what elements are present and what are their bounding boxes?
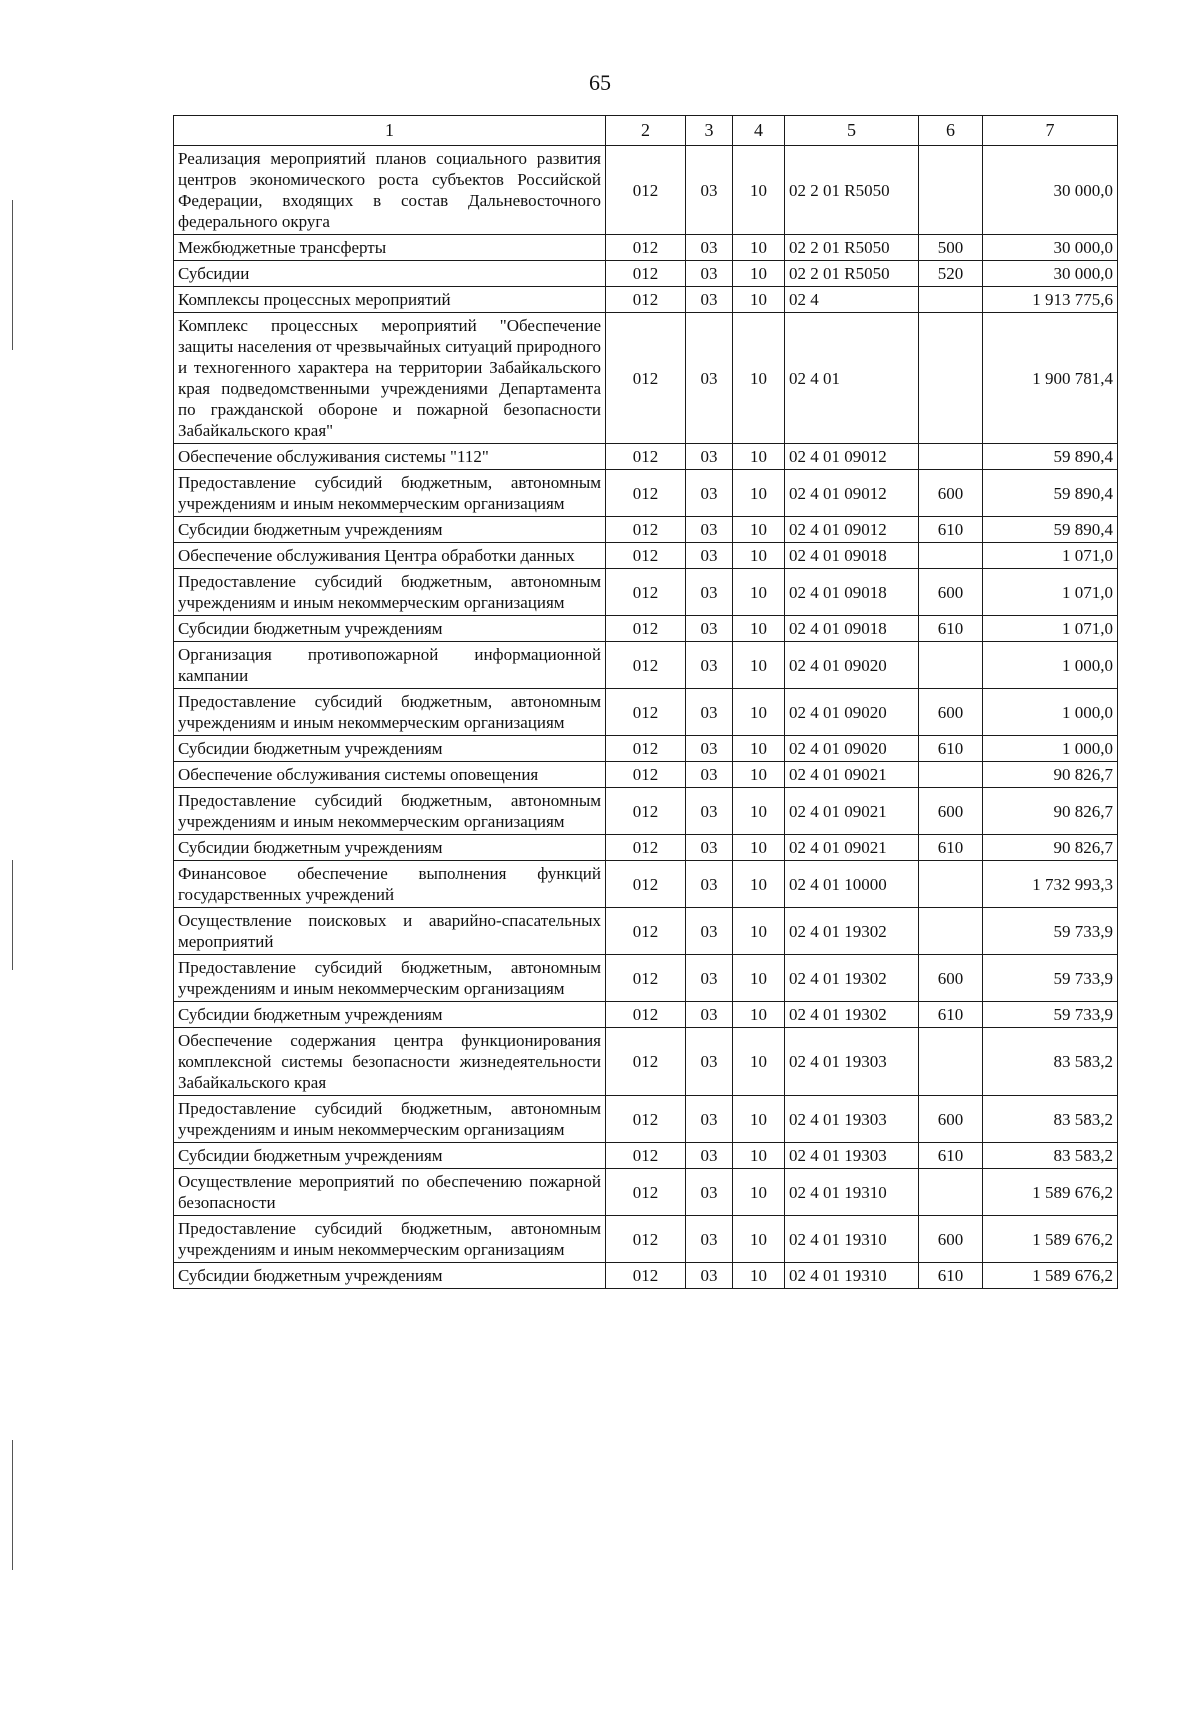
row-section-code: 03 (686, 146, 733, 235)
row-section-code: 03 (686, 517, 733, 543)
row-subsection-code: 10 (733, 736, 785, 762)
row-target-article: 02 4 01 (785, 313, 919, 444)
header-col-6: 6 (919, 116, 983, 146)
row-ministry-code: 012 (606, 762, 686, 788)
row-subsection-code: 10 (733, 1028, 785, 1096)
row-target-article: 02 4 01 09018 (785, 543, 919, 569)
header-col-2: 2 (606, 116, 686, 146)
row-expense-type: 600 (919, 569, 983, 616)
row-target-article: 02 2 01 R5050 (785, 261, 919, 287)
row-expense-type (919, 543, 983, 569)
table-row (174, 569, 1118, 616)
row-amount: 1 589 676,2 (983, 1263, 1118, 1289)
row-section-code: 03 (686, 908, 733, 955)
row-name: Предоставление субсидий бюджетным, автономным учреждениям и иным некоммерческим организациям (174, 470, 606, 517)
table-row (174, 955, 1118, 1002)
table-row (174, 835, 1118, 861)
row-amount: 59 733,9 (983, 955, 1118, 1002)
row-amount: 1 071,0 (983, 616, 1118, 642)
row-subsection-code: 10 (733, 1096, 785, 1143)
row-amount: 30 000,0 (983, 146, 1118, 235)
scan-margin-line (12, 1440, 13, 1570)
row-name: Предоставление субсидий бюджетным, автономным учреждениям и иным некоммерческим организациям (174, 1096, 606, 1143)
row-target-article: 02 4 01 19302 (785, 908, 919, 955)
row-name: Предоставление субсидий бюджетным, автономным учреждениям и иным некоммерческим организациям (174, 1216, 606, 1263)
row-target-article: 02 4 01 09018 (785, 616, 919, 642)
row-ministry-code: 012 (606, 1002, 686, 1028)
row-section-code: 03 (686, 955, 733, 1002)
table-row (174, 235, 1118, 261)
table-row (174, 1028, 1118, 1096)
row-ministry-code: 012 (606, 569, 686, 616)
row-ministry-code: 012 (606, 1169, 686, 1216)
row-amount: 1 000,0 (983, 736, 1118, 762)
row-name: Осуществление поисковых и аварийно-спасательных мероприятий (174, 908, 606, 955)
table-row (174, 261, 1118, 287)
row-expense-type: 610 (919, 736, 983, 762)
table-row (174, 444, 1118, 470)
row-ministry-code: 012 (606, 1028, 686, 1096)
row-amount: 90 826,7 (983, 788, 1118, 835)
row-ministry-code: 012 (606, 955, 686, 1002)
row-ministry-code: 012 (606, 287, 686, 313)
row-name: Предоставление субсидий бюджетным, автономным учреждениям и иным некоммерческим организациям (174, 689, 606, 736)
row-section-code: 03 (686, 1096, 733, 1143)
row-amount: 83 583,2 (983, 1096, 1118, 1143)
row-expense-type: 600 (919, 689, 983, 736)
row-target-article: 02 4 (785, 287, 919, 313)
row-ministry-code: 012 (606, 444, 686, 470)
row-target-article: 02 4 01 19302 (785, 1002, 919, 1028)
table-row (174, 689, 1118, 736)
row-name: Обеспечение обслуживания Центра обработки данных (174, 543, 606, 569)
table-row (174, 616, 1118, 642)
row-expense-type (919, 861, 983, 908)
row-subsection-code: 10 (733, 788, 785, 835)
row-expense-type (919, 146, 983, 235)
row-subsection-code: 10 (733, 444, 785, 470)
row-ministry-code: 012 (606, 1143, 686, 1169)
row-name: Финансовое обеспечение выполнения функций государственных учреждений (174, 861, 606, 908)
row-name: Субсидии бюджетным учреждениям (174, 1143, 606, 1169)
row-name: Субсидии бюджетным учреждениям (174, 1263, 606, 1289)
row-section-code: 03 (686, 235, 733, 261)
row-section-code: 03 (686, 543, 733, 569)
row-amount: 1 000,0 (983, 642, 1118, 689)
row-name: Субсидии бюджетным учреждениям (174, 1002, 606, 1028)
row-target-article: 02 4 01 09021 (785, 835, 919, 861)
row-subsection-code: 10 (733, 689, 785, 736)
table-row (174, 1216, 1118, 1263)
row-name: Обеспечение обслуживания системы оповещения (174, 762, 606, 788)
row-expense-type (919, 1169, 983, 1216)
scan-margin-line (12, 860, 13, 970)
row-subsection-code: 10 (733, 1216, 785, 1263)
row-ministry-code: 012 (606, 835, 686, 861)
row-expense-type: 600 (919, 955, 983, 1002)
row-section-code: 03 (686, 444, 733, 470)
row-name: Субсидии бюджетным учреждениям (174, 835, 606, 861)
table-row (174, 642, 1118, 689)
row-section-code: 03 (686, 861, 733, 908)
row-target-article: 02 4 01 19310 (785, 1263, 919, 1289)
row-name: Субсидии бюджетным учреждениям (174, 517, 606, 543)
table-row (174, 543, 1118, 569)
row-section-code: 03 (686, 762, 733, 788)
row-amount: 1 071,0 (983, 569, 1118, 616)
table-row (174, 788, 1118, 835)
row-subsection-code: 10 (733, 517, 785, 543)
table-row (174, 1263, 1118, 1289)
row-target-article: 02 4 01 09020 (785, 689, 919, 736)
row-expense-type: 600 (919, 470, 983, 517)
page-number: 65 (589, 70, 611, 95)
row-subsection-code: 10 (733, 1263, 785, 1289)
row-target-article: 02 4 01 10000 (785, 861, 919, 908)
table-row (174, 517, 1118, 543)
row-ministry-code: 012 (606, 313, 686, 444)
row-name: Комплекс процессных мероприятий "Обеспечение защиты населения от чрезвычайных ситуаций природного и техногенного характера на территории Забайкальского края подведомственными учреждениями Департамента по гражданской обороне и пожарной безопасности Забайкальского края" (174, 313, 606, 444)
row-section-code: 03 (686, 835, 733, 861)
row-subsection-code: 10 (733, 908, 785, 955)
row-ministry-code: 012 (606, 146, 686, 235)
row-name: Субсидии бюджетным учреждениям (174, 616, 606, 642)
table-row (174, 146, 1118, 235)
row-amount: 59 733,9 (983, 908, 1118, 955)
row-amount: 1 000,0 (983, 689, 1118, 736)
scan-margin-line (12, 200, 13, 350)
row-subsection-code: 10 (733, 1169, 785, 1216)
row-amount: 1 589 676,2 (983, 1216, 1118, 1263)
row-section-code: 03 (686, 1002, 733, 1028)
table-body (174, 146, 1118, 1289)
table-row (174, 470, 1118, 517)
row-amount: 90 826,7 (983, 835, 1118, 861)
row-target-article: 02 4 01 19302 (785, 955, 919, 1002)
row-target-article: 02 4 01 09021 (785, 762, 919, 788)
row-subsection-code: 10 (733, 762, 785, 788)
row-section-code: 03 (686, 616, 733, 642)
row-subsection-code: 10 (733, 235, 785, 261)
row-amount: 30 000,0 (983, 235, 1118, 261)
row-amount: 59 890,4 (983, 517, 1118, 543)
row-name: Субсидии бюджетным учреждениям (174, 736, 606, 762)
row-subsection-code: 10 (733, 543, 785, 569)
row-name: Комплексы процессных мероприятий (174, 287, 606, 313)
row-amount: 90 826,7 (983, 762, 1118, 788)
row-subsection-code: 10 (733, 642, 785, 689)
row-target-article: 02 4 01 19303 (785, 1096, 919, 1143)
row-amount: 1 589 676,2 (983, 1169, 1118, 1216)
row-subsection-code: 10 (733, 1002, 785, 1028)
row-section-code: 03 (686, 1143, 733, 1169)
row-ministry-code: 012 (606, 517, 686, 543)
row-target-article: 02 2 01 R5050 (785, 235, 919, 261)
row-expense-type: 610 (919, 835, 983, 861)
row-ministry-code: 012 (606, 235, 686, 261)
row-name: Обеспечение обслуживания системы "112" (174, 444, 606, 470)
row-name: Предоставление субсидий бюджетным, автономным учреждениям и иным некоммерческим организациям (174, 569, 606, 616)
row-section-code: 03 (686, 736, 733, 762)
row-expense-type: 610 (919, 1002, 983, 1028)
header-col-5: 5 (785, 116, 919, 146)
row-subsection-code: 10 (733, 955, 785, 1002)
row-section-code: 03 (686, 1216, 733, 1263)
row-name: Предоставление субсидий бюджетным, автономным учреждениям и иным некоммерческим организациям (174, 788, 606, 835)
row-ministry-code: 012 (606, 543, 686, 569)
row-target-article: 02 4 01 19310 (785, 1169, 919, 1216)
row-expense-type: 500 (919, 235, 983, 261)
row-ministry-code: 012 (606, 736, 686, 762)
row-target-article: 02 4 01 09018 (785, 569, 919, 616)
table-row (174, 1096, 1118, 1143)
row-target-article: 02 2 01 R5050 (785, 146, 919, 235)
row-amount: 59 733,9 (983, 1002, 1118, 1028)
header-col-1: 1 (174, 116, 606, 146)
row-ministry-code: 012 (606, 470, 686, 517)
row-subsection-code: 10 (733, 835, 785, 861)
row-target-article: 02 4 01 09020 (785, 736, 919, 762)
budget-table (173, 115, 1118, 1289)
row-expense-type (919, 444, 983, 470)
row-section-code: 03 (686, 689, 733, 736)
row-amount: 1 913 775,6 (983, 287, 1118, 313)
row-subsection-code: 10 (733, 287, 785, 313)
row-expense-type (919, 642, 983, 689)
row-expense-type: 520 (919, 261, 983, 287)
row-section-code: 03 (686, 569, 733, 616)
row-amount: 1 732 993,3 (983, 861, 1118, 908)
row-amount: 59 890,4 (983, 470, 1118, 517)
row-expense-type (919, 1028, 983, 1096)
row-name: Реализация мероприятий планов социального развития центров экономического роста субъектов Российской Федерации, входящих в состав Дальневосточного федерального округа (174, 146, 606, 235)
row-section-code: 03 (686, 1169, 733, 1216)
row-amount: 1 900 781,4 (983, 313, 1118, 444)
header-col-3: 3 (686, 116, 733, 146)
row-name: Обеспечение содержания центра функционирования комплексной системы безопасности жизнедеятельности Забайкальского края (174, 1028, 606, 1096)
row-ministry-code: 012 (606, 1263, 686, 1289)
row-target-article: 02 4 01 09020 (785, 642, 919, 689)
row-expense-type (919, 287, 983, 313)
row-ministry-code: 012 (606, 616, 686, 642)
row-section-code: 03 (686, 261, 733, 287)
row-section-code: 03 (686, 1263, 733, 1289)
table-row (174, 908, 1118, 955)
table-header-row (174, 116, 1118, 146)
row-amount: 83 583,2 (983, 1028, 1118, 1096)
row-section-code: 03 (686, 788, 733, 835)
row-expense-type: 610 (919, 616, 983, 642)
row-ministry-code: 012 (606, 861, 686, 908)
row-subsection-code: 10 (733, 146, 785, 235)
row-expense-type: 600 (919, 1096, 983, 1143)
table-row (174, 287, 1118, 313)
row-name: Организация противопожарной информационной кампании (174, 642, 606, 689)
row-subsection-code: 10 (733, 616, 785, 642)
row-ministry-code: 012 (606, 1096, 686, 1143)
row-name: Субсидии (174, 261, 606, 287)
row-ministry-code: 012 (606, 788, 686, 835)
row-expense-type: 610 (919, 517, 983, 543)
row-subsection-code: 10 (733, 313, 785, 444)
table-row (174, 762, 1118, 788)
row-target-article: 02 4 01 09012 (785, 470, 919, 517)
table-row (174, 1002, 1118, 1028)
table-row (174, 736, 1118, 762)
row-target-article: 02 4 01 09021 (785, 788, 919, 835)
row-subsection-code: 10 (733, 1143, 785, 1169)
row-subsection-code: 10 (733, 470, 785, 517)
row-target-article: 02 4 01 19303 (785, 1028, 919, 1096)
row-amount: 30 000,0 (983, 261, 1118, 287)
row-expense-type (919, 762, 983, 788)
row-ministry-code: 012 (606, 642, 686, 689)
row-amount: 83 583,2 (983, 1143, 1118, 1169)
table-row (174, 861, 1118, 908)
row-ministry-code: 012 (606, 908, 686, 955)
row-section-code: 03 (686, 287, 733, 313)
row-target-article: 02 4 01 09012 (785, 517, 919, 543)
row-subsection-code: 10 (733, 569, 785, 616)
row-amount: 59 890,4 (983, 444, 1118, 470)
row-name: Предоставление субсидий бюджетным, автономным учреждениям и иным некоммерческим организациям (174, 955, 606, 1002)
row-ministry-code: 012 (606, 689, 686, 736)
row-subsection-code: 10 (733, 861, 785, 908)
row-target-article: 02 4 01 09012 (785, 444, 919, 470)
row-section-code: 03 (686, 470, 733, 517)
row-subsection-code: 10 (733, 261, 785, 287)
row-expense-type: 610 (919, 1143, 983, 1169)
row-name: Межбюджетные трансферты (174, 235, 606, 261)
row-expense-type (919, 908, 983, 955)
table-row (174, 1169, 1118, 1216)
row-section-code: 03 (686, 642, 733, 689)
row-target-article: 02 4 01 19303 (785, 1143, 919, 1169)
row-ministry-code: 012 (606, 261, 686, 287)
row-amount: 1 071,0 (983, 543, 1118, 569)
row-expense-type (919, 313, 983, 444)
header-col-7: 7 (983, 116, 1118, 146)
table-row (174, 1143, 1118, 1169)
row-ministry-code: 012 (606, 1216, 686, 1263)
row-expense-type: 610 (919, 1263, 983, 1289)
row-name: Осуществление мероприятий по обеспечению пожарной безопасности (174, 1169, 606, 1216)
row-expense-type: 600 (919, 1216, 983, 1263)
header-col-4: 4 (733, 116, 785, 146)
row-target-article: 02 4 01 19310 (785, 1216, 919, 1263)
row-section-code: 03 (686, 313, 733, 444)
table-row (174, 313, 1118, 444)
row-expense-type: 600 (919, 788, 983, 835)
row-section-code: 03 (686, 1028, 733, 1096)
